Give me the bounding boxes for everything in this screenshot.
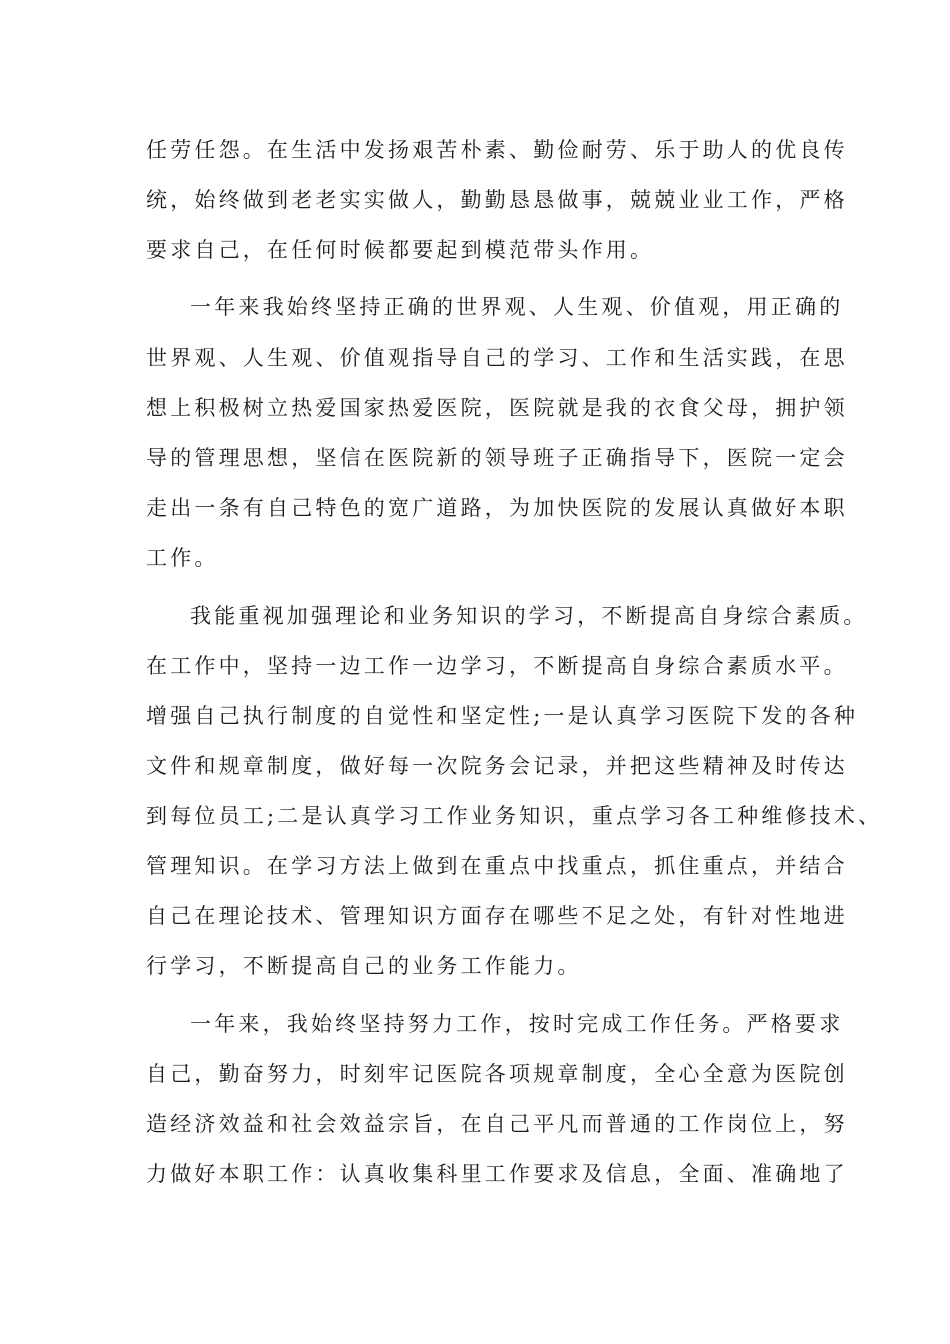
text-line: 增强自己执行制度的自觉性和坚定性;一是认真学习医院下发的各种 bbox=[146, 704, 859, 728]
text-line: 力做好本职工作：认真收集科里工作要求及信息，全面、准确地了 bbox=[146, 1162, 848, 1186]
text-line: 行学习，不断提高自己的业务工作能力。 bbox=[146, 954, 582, 978]
text-line: 工作。 bbox=[146, 546, 219, 570]
text-line: 要求自己，在任何时候都要起到模范带头作用。 bbox=[146, 238, 655, 262]
text-line: 导的管理思想，坚信在医院新的领导班子正确指导下，医院一定会 bbox=[146, 446, 848, 470]
paragraph-first-line: 一年来我始终坚持正确的世界观、人生观、价值观，用正确的 bbox=[190, 295, 844, 319]
text-line: 走出一条有自己特色的宽广道路，为加快医院的发展认真做好本职 bbox=[146, 496, 848, 520]
text-line: 文件和规章制度，做好每一次院务会记录，并把这些精神及时传达 bbox=[146, 754, 848, 778]
text-line: 在工作中，坚持一边工作一边学习，不断提高自身综合素质水平。 bbox=[146, 654, 848, 678]
text-line: 任劳任怨。在生活中发扬艰苦朴素、勤俭耐劳、乐于助人的优良传 bbox=[146, 138, 848, 162]
text-line: 到每位员工;二是认真学习工作业务知识，重点学习各工种维修技术、 bbox=[146, 804, 883, 828]
text-line: 统，始终做到老老实实做人，勤勤恳恳做事，兢兢业业工作，严格 bbox=[146, 188, 848, 212]
paragraph-first-line: 我能重视加强理论和业务知识的学习，不断提高自身综合素质。 bbox=[190, 604, 868, 628]
text-line: 自己，勤奋努力，时刻牢记医院各项规章制度，全心全意为医院创 bbox=[146, 1062, 848, 1086]
text-line: 管理知识。在学习方法上做到在重点中找重点，抓住重点，并结合 bbox=[146, 854, 848, 878]
text-line: 造经济效益和社会效益宗旨，在自己平凡而普通的工作岗位上，努 bbox=[146, 1112, 848, 1136]
text-line: 自己在理论技术、管理知识方面存在哪些不足之处，有针对性地进 bbox=[146, 904, 848, 928]
paragraph-first-line: 一年来，我始终坚持努力工作，按时完成工作任务。严格要求 bbox=[190, 1012, 844, 1036]
text-line: 世界观、人生观、价值观指导自己的学习、工作和生活实践，在思 bbox=[146, 346, 848, 370]
text-line: 想上积极树立热爱国家热爱医院，医院就是我的衣食父母，拥护领 bbox=[146, 396, 848, 420]
